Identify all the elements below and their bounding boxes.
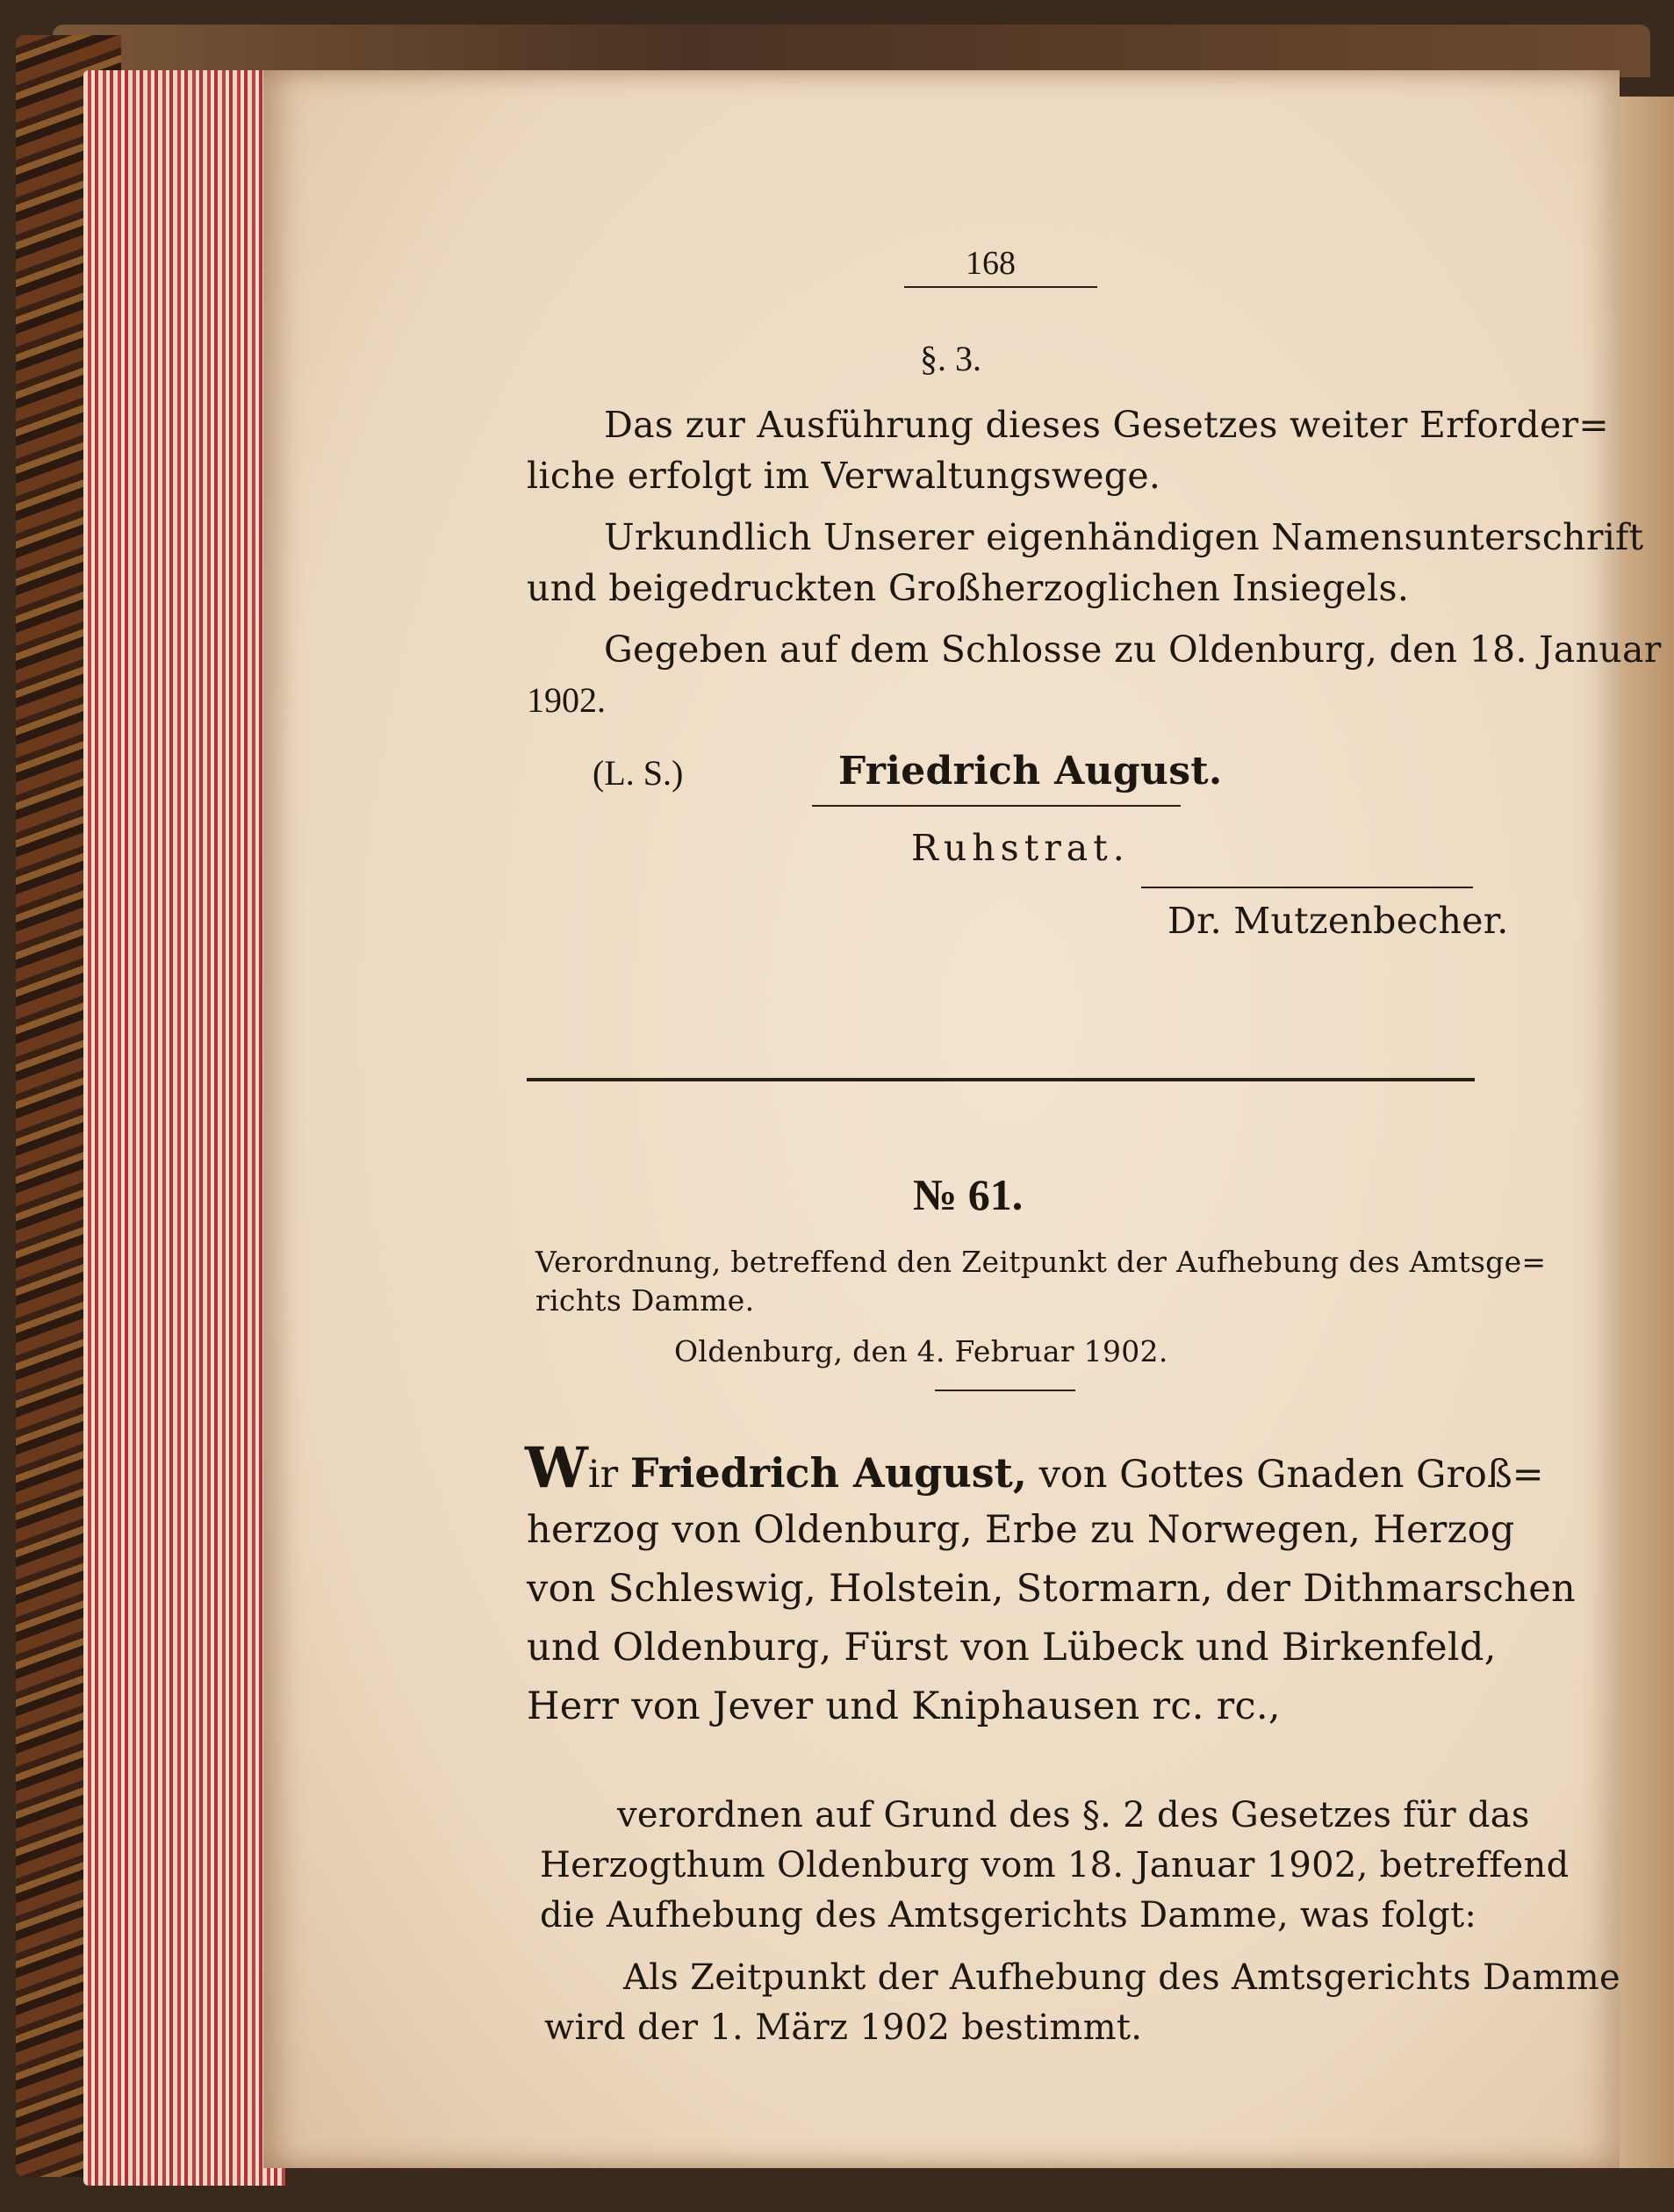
page-edges <box>83 70 285 2186</box>
section-heading: §. 3. <box>920 339 981 378</box>
preamble-line5: Herr von Jever und Kniphausen rc. rc., <box>527 1684 1281 1728</box>
minister-rule <box>1141 887 1473 888</box>
section-divider <box>527 1078 1475 1081</box>
place-and-date: Oldenburg, den 4. Februar 1902. <box>674 1334 1168 1368</box>
page-number-rule <box>904 286 1097 288</box>
preamble-line2: herzog von Oldenburg, Erbe zu Norwegen, Herzog <box>527 1508 1515 1552</box>
decree-line2: Herzogthum Oldenburg vom 18. Januar 1902, betreffend <box>540 1845 1570 1885</box>
para3-line2: 1902. <box>527 680 606 720</box>
preamble-line3: von Schleswig, Holstein, Stormarn, der Dithmarschen <box>527 1567 1577 1611</box>
preamble-line1 <box>525 1435 1544 1501</box>
minister-signature: Ruhstrat. <box>911 827 1130 869</box>
sovereign-signature: Friedrich August. <box>838 749 1223 794</box>
para2-line2: und beigedruckten Großherzoglichen Insiegels. <box>527 567 1410 609</box>
ordinance-number: № 61. <box>913 1170 1024 1219</box>
decree-line1: verordnen auf Grund des §. 2 des Gesetzes für das <box>617 1795 1530 1835</box>
preamble-line1-rest: von Gottes Gnaden Groß= <box>1038 1453 1544 1497</box>
article-line2: wird der 1. März 1902 bestimmt. <box>544 2007 1143 2048</box>
seal-mark: (L. S.) <box>593 753 684 793</box>
book-page <box>263 70 1662 2168</box>
preamble-initial: W <box>525 1435 588 1501</box>
preamble-line4: und Oldenburg, Fürst von Lübeck und Birkenfeld, <box>527 1626 1497 1670</box>
preamble-word-rest: ir <box>587 1453 619 1497</box>
signature-rule <box>812 805 1181 807</box>
secretary-signature: Dr. Mutzenbecher. <box>1167 900 1509 942</box>
ordinance-title-line1: Verordnung, betreffend den Zeitpunkt der Aufhebung des Amtsge= <box>535 1245 1547 1279</box>
decree-line3: die Aufhebung des Amtsgerichts Damme, was folgt: <box>540 1895 1477 1936</box>
para2-line1: Urkundlich Unserer eigenhändigen Namensunterschrift <box>604 516 1644 558</box>
ordinance-title-line2: richts Damme. <box>535 1283 755 1318</box>
para3-line1: Gegeben auf dem Schlosse zu Oldenburg, den 18. Januar <box>604 628 1662 671</box>
date-rule <box>935 1390 1075 1391</box>
book-cover-top <box>53 25 1650 77</box>
preamble-name: Friedrich August, <box>629 1449 1027 1497</box>
article-line1: Als Zeitpunkt der Aufhebung des Amtsgerichts Damme <box>623 1957 1620 1998</box>
para1-line1: Das zur Ausführung dieses Gesetzes weiter Erforder= <box>604 404 1610 446</box>
next-page-edge <box>1620 97 1674 2168</box>
para1-line2: liche erfolgt im Verwaltungswege. <box>527 455 1161 497</box>
page-number: 168 <box>966 245 1016 282</box>
